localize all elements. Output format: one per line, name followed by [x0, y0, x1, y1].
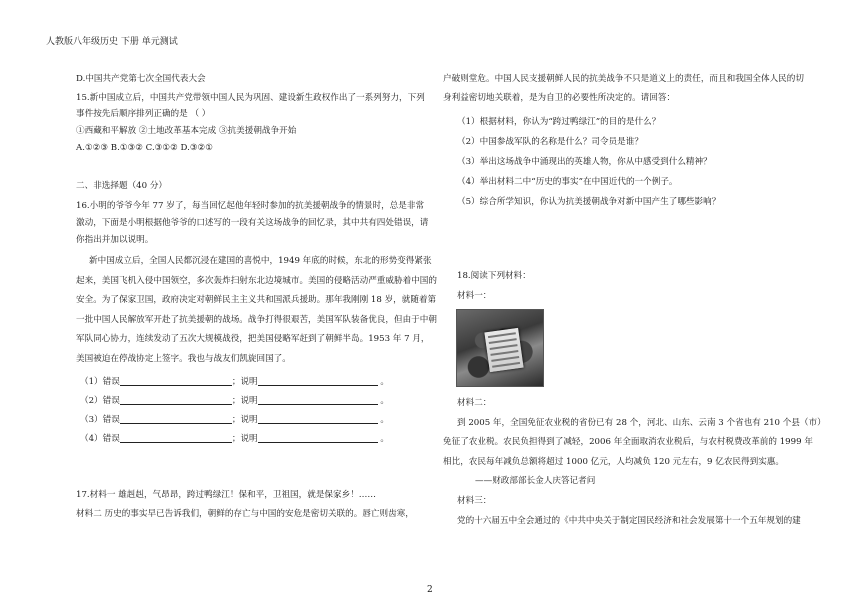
q17-question: （4）举出材料二中“历史的事实”在中国近代的一个例子。	[457, 177, 678, 187]
material-3-text: 党的十六届五中全会通过的《中共中央关于制定国民经济和社会发展第十一个五年规划的建	[457, 516, 801, 526]
explain-blank[interactable]	[258, 375, 378, 386]
memoir-line: 一批中国人民解放军开赴了抗美援朝的战场。战争打得很艰苦，美国军队装备优良，但由于中朝	[76, 315, 437, 325]
q15-line1: 15.新中国成立后，中国共产党带领中国人民为巩固、建设新生政权作出了一系列努力，下列	[76, 93, 425, 103]
q17-material-2: 材料二 历史的事实早已告诉我们，朝鲜的存亡与中国的安危是密切关联的。唇亡则齿寒，	[76, 509, 414, 519]
answer-label: （4）错误	[80, 434, 120, 444]
answer-label: （2）错误	[80, 396, 120, 406]
q15-items: ①西藏和平解放 ②土地改革基本完成 ③抗美援朝战争开始	[76, 126, 297, 136]
page-header: 人教版八年级历史 下册 单元测试	[46, 37, 178, 47]
answer-sep: ；说明	[231, 396, 258, 406]
memoir-line: 美国被迫在停战协定上签字。我也与战友们凯旋回国了。	[76, 354, 291, 364]
q16-intro-2: 激动，下面是小明根据他爷爷的口述写的一段有关这场战争的回忆录，其中共有四处错误，请	[76, 218, 429, 228]
q18-heading: 18.阅读下列材料：	[457, 271, 531, 281]
memoir-line: 新中国成立后，全国人民都沉浸在建国的喜悦中，1949 年底的时候，东北的形势变得紧张	[89, 256, 432, 266]
q17-question: （2）中国参战军队的名称是什么？司令员是谁？	[457, 137, 643, 147]
answer-sep: ；说明	[231, 415, 258, 425]
memoir-line: 起来，美国飞机入侵中国领空，多次轰炸扫射东北边境城市。美国的侵略活动严重威胁着中国的	[76, 276, 437, 286]
error-blank[interactable]	[120, 413, 232, 424]
error-blank[interactable]	[120, 432, 232, 443]
q17-question: （5）综合所学知识，你认为抗美援朝战争对新中国产生了哪些影响？	[457, 197, 721, 207]
page-number: 2	[427, 585, 433, 595]
q15-options: A.①②③ B.①③② C.③①② D.③②①	[76, 143, 213, 153]
answer-sep: ；说明	[231, 377, 258, 387]
q14-option-d: D.中国共产党第七次全国代表大会	[76, 74, 206, 84]
q17-material-1: 17.材料一 雄赳赳，气昂昂，跨过鸭绿江！保和平，卫祖国，就是保家乡！……	[76, 490, 376, 500]
section-heading: 二、非选择题（40 分）	[76, 181, 168, 191]
material-1-label: 材料一：	[457, 291, 492, 301]
answer-end: 。	[380, 377, 389, 387]
answer-end: 。	[380, 434, 389, 444]
material-2-text: 免征了农业税。农民负担得到了减轻，2006 年全面取消农业税后，与农村税费改革前的 1999 年	[443, 437, 813, 447]
material-2-source: ——财政部部长金人庆答记者问	[475, 476, 596, 486]
memoir-line: 军队同心协力，连续发动了五次大规模战役，把美国侵略军赶到了朝鲜半岛。1953 年 7 月，	[76, 334, 430, 344]
material-3-label: 材料三：	[457, 496, 492, 506]
q16-intro-3: 你指出并加以说明。	[76, 235, 154, 245]
material-2-label: 材料二：	[457, 398, 492, 408]
q17-question: （3）举出这场战争中涌现出的英雄人物，你从中感受到什么精神？	[457, 157, 712, 167]
q15-line2: 事件按先后顺序排列正确的是 （ ）	[76, 109, 211, 119]
error-blank[interactable]	[120, 375, 232, 386]
answer-end: 。	[380, 415, 389, 425]
explain-blank[interactable]	[258, 432, 378, 443]
error-blank[interactable]	[120, 394, 232, 405]
material-2-text: 到 2005 年，全国免征农业税的省份已有 28 个，河北、山东、云南 3 个省也有 210 个县（市）	[457, 418, 826, 428]
q17-question: （1）根据材料，你认为“跨过鸭绿江”的目的是什么？	[457, 117, 661, 127]
paper-image	[484, 328, 523, 372]
q17-cont-2: 身利益密切地关联着，是为自卫的必要性所决定的。请回答：	[443, 93, 676, 103]
answer-row-1	[80, 375, 389, 388]
memoir-line: 安全。为了保家卫国，政府决定对朝鲜民主主义共和国派兵援助。那年我刚刚 18 岁，就随着第	[76, 295, 437, 305]
explain-blank[interactable]	[258, 413, 378, 424]
answer-row-2	[80, 394, 389, 407]
answer-sep: ；说明	[231, 434, 258, 444]
answer-label: （1）错误	[80, 377, 120, 387]
answer-row-4	[80, 432, 389, 445]
answer-end: 。	[380, 396, 389, 406]
q17-cont-1: 户破则堂危。中国人民支援朝鲜人民的抗美战争不只是道义上的责任，而且和我国全体人民的切	[443, 74, 804, 84]
q16-intro-1: 16.小明的爷爷今年 77 岁了，每当回忆起他年轻时参加的抗美援朝战争的情景时，总是非常	[76, 201, 425, 211]
explain-blank[interactable]	[258, 394, 378, 405]
historical-photo	[456, 309, 544, 387]
material-2-text: 相比，农民每年减负总额将超过 1000 亿元，人均减负 120 元左右，9 亿农民得到实惠。	[443, 457, 784, 467]
answer-row-3	[80, 413, 389, 426]
answer-label: （3）错误	[80, 415, 120, 425]
